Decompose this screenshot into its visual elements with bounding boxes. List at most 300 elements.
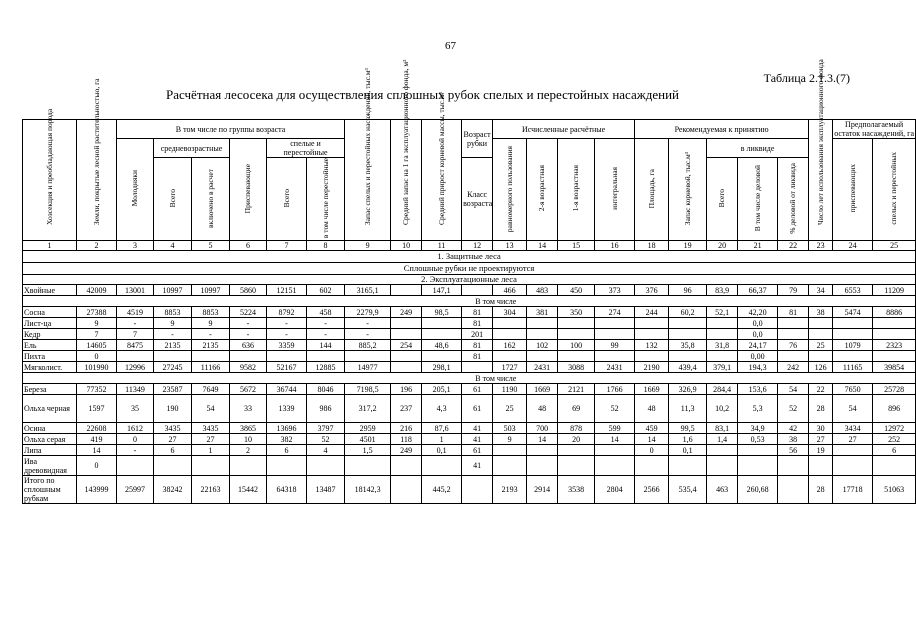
table-cell	[738, 445, 778, 456]
table-cell: 9	[154, 318, 192, 329]
table-cell: 14605	[77, 340, 117, 351]
column-number: 14	[527, 241, 558, 251]
table-cell: 0,1	[422, 445, 462, 456]
table-cell: -	[154, 329, 192, 340]
table-cell: -	[345, 329, 391, 340]
table-cell: 1,5	[345, 445, 391, 456]
table-cell: 81	[462, 351, 493, 362]
table-cell: 1079	[833, 340, 873, 351]
table-cell: 700	[527, 423, 558, 434]
table-cell	[345, 456, 391, 476]
table-cell: 27	[833, 434, 873, 445]
table-cell	[192, 456, 230, 476]
table-cell: 298,1	[422, 362, 462, 373]
table-cell: 99,5	[669, 423, 707, 434]
table-cell: 51063	[873, 476, 916, 504]
table-cell	[809, 318, 833, 329]
table-cell: 118	[391, 434, 422, 445]
table-cell	[707, 329, 738, 340]
table-cell	[558, 318, 595, 329]
table-cell: 38	[778, 434, 809, 445]
table-cell: 14	[77, 445, 117, 456]
table-cell: 5224	[230, 307, 267, 318]
table-cell	[809, 329, 833, 340]
table-cell: 15442	[230, 476, 267, 504]
table-cell: 33	[230, 395, 267, 423]
table-cell: 2431	[527, 362, 558, 373]
table-cell	[778, 351, 809, 362]
column-number: 12	[462, 241, 493, 251]
table-cell: 382	[267, 434, 307, 445]
table-cell	[154, 456, 192, 476]
table-cell: 636	[230, 340, 267, 351]
table-cell: 54	[192, 395, 230, 423]
table-cell: 379,1	[707, 362, 738, 373]
table-cell: 23587	[154, 384, 192, 395]
table-cell: 2804	[595, 476, 635, 504]
table-cell	[527, 351, 558, 362]
table-cell: 5672	[230, 384, 267, 395]
table-cell: 1190	[493, 384, 527, 395]
table-cell	[192, 351, 230, 362]
table-cell	[267, 456, 307, 476]
table-cell: 1612	[117, 423, 154, 434]
table-cell	[493, 456, 527, 476]
table-cell: 54	[778, 384, 809, 395]
table-cell: 0,53	[738, 434, 778, 445]
table-cell: 25728	[873, 384, 916, 395]
column-number: 7	[267, 241, 307, 251]
table-cell: 196	[391, 384, 422, 395]
table-cell: 12996	[117, 362, 154, 373]
table-cell: 27	[154, 434, 192, 445]
table-cell: 237	[391, 395, 422, 423]
table-cell: 52167	[267, 362, 307, 373]
table-cell: 60,2	[669, 307, 707, 318]
header-overmature: в том числе перестойные	[307, 158, 345, 241]
header-integral: интегральная	[595, 139, 635, 241]
table-cell: 0	[117, 434, 154, 445]
table-cell	[307, 456, 345, 476]
table-cell: 2190	[635, 362, 669, 373]
table-row	[23, 476, 916, 504]
table-cell: -	[192, 329, 230, 340]
table-cell: 41	[462, 434, 493, 445]
table-cell	[873, 318, 916, 329]
table-cell	[154, 351, 192, 362]
table-cell: 10997	[192, 285, 230, 296]
row-label: Хвойные	[23, 285, 77, 296]
table-cell	[669, 456, 707, 476]
table-cell	[422, 351, 462, 362]
table-cell: 11165	[833, 362, 873, 373]
table-cell: 3088	[558, 362, 595, 373]
table-cell: 81	[462, 340, 493, 351]
table-cell: 3435	[154, 423, 192, 434]
table-cell: 22608	[77, 423, 117, 434]
row-label: Ель	[23, 340, 77, 351]
table-cell: 1669	[527, 384, 558, 395]
header-liquid-total: Всего	[707, 158, 738, 241]
row-label: Мягколист.	[23, 362, 77, 373]
header-avg-stock: Средний запас на 1 га эксплуатационного фонда, м³	[391, 120, 422, 241]
table-cell: 162	[493, 340, 527, 351]
section-protective: 1. Защитные леса	[23, 251, 916, 263]
table-cell: 304	[493, 307, 527, 318]
column-number: 10	[391, 241, 422, 251]
table-cell: 35,8	[669, 340, 707, 351]
row-label: Сосна	[23, 307, 77, 318]
table-cell: 463	[707, 476, 738, 504]
table-cell	[391, 476, 422, 504]
table-cell	[117, 456, 154, 476]
header-middle-included: включено в расчет	[192, 158, 230, 241]
table-cell: 27	[809, 434, 833, 445]
table-cell: 34,9	[738, 423, 778, 434]
table-cell: 3538	[558, 476, 595, 504]
table-cell	[117, 351, 154, 362]
table-cell	[873, 351, 916, 362]
table-cell	[707, 456, 738, 476]
column-number: 15	[558, 241, 595, 251]
table-cell: 42	[778, 423, 809, 434]
table-cell: 459	[635, 423, 669, 434]
column-number: 1	[23, 241, 77, 251]
table-cell: -	[307, 329, 345, 340]
table-cell: 64318	[267, 476, 307, 504]
header-remain: Предполагаемый остаток насаждений, га	[834, 120, 915, 138]
table-cell	[527, 445, 558, 456]
table-cell	[635, 318, 669, 329]
table-cell: 13001	[117, 285, 154, 296]
table-cell	[707, 318, 738, 329]
table-cell	[527, 318, 558, 329]
table-cell: 99	[595, 340, 635, 351]
table-cell: 466	[493, 285, 527, 296]
section-not-planned: Сплошные рубки не проектируются	[23, 263, 916, 275]
table-cell: 1,6	[669, 434, 707, 445]
table-cell: 419	[77, 434, 117, 445]
table-cell	[307, 351, 345, 362]
table-cell: 11349	[117, 384, 154, 395]
header-age-groups: В том числе по группы возраста	[117, 120, 345, 139]
table-cell: 79	[778, 285, 809, 296]
table-cell	[595, 445, 635, 456]
table-cell: 7	[117, 329, 154, 340]
table-cell: 61	[462, 395, 493, 423]
table-cell: 2431	[595, 362, 635, 373]
table-row	[23, 445, 916, 456]
table-cell	[595, 318, 635, 329]
table-cell: 10,2	[707, 395, 738, 423]
table-cell: 36744	[267, 384, 307, 395]
table-cell: 3359	[267, 340, 307, 351]
table-cell: 376	[635, 285, 669, 296]
table-number: Таблица 2.1.3.(7)	[763, 71, 850, 85]
table-cell: -	[345, 318, 391, 329]
table-cell: 19	[809, 445, 833, 456]
table-row	[23, 351, 916, 362]
table-cell: 4519	[117, 307, 154, 318]
table-cell: 39854	[873, 362, 916, 373]
table-cell: 201	[462, 329, 493, 340]
table-row	[23, 285, 916, 296]
table-cell: 1727	[493, 362, 527, 373]
table-cell	[778, 476, 809, 504]
table-cell	[778, 318, 809, 329]
table-cell: 22163	[192, 476, 230, 504]
table-cell: 100	[558, 340, 595, 351]
table-row	[23, 423, 916, 434]
table-cell: 450	[558, 285, 595, 296]
table-cell: 22	[809, 384, 833, 395]
table-cell	[833, 445, 873, 456]
table-cell: 25	[493, 395, 527, 423]
table-cell	[558, 329, 595, 340]
table-cell	[345, 351, 391, 362]
table-cell: 8853	[192, 307, 230, 318]
table-cell: 8475	[117, 340, 154, 351]
table-cell: 7198,5	[345, 384, 391, 395]
column-number: 16	[595, 241, 635, 251]
table-cell: 535,4	[669, 476, 707, 504]
table-cell: 35	[117, 395, 154, 423]
table-cell: 61	[462, 445, 493, 456]
table-cell: 8046	[307, 384, 345, 395]
table-cell: 83,1	[707, 423, 738, 434]
header-area: Площадь, га	[635, 139, 669, 241]
table-cell: 12151	[267, 285, 307, 296]
header-liquid-business: В том числе деловой	[738, 158, 778, 241]
table-cell: 986	[307, 395, 345, 423]
table-cell: 7	[77, 329, 117, 340]
table-cell	[809, 351, 833, 362]
table-cell: 11209	[873, 285, 916, 296]
table-row	[23, 340, 916, 351]
table-cell: 326,9	[669, 384, 707, 395]
table-cell: 254	[391, 340, 422, 351]
table-cell: 1	[422, 434, 462, 445]
table-cell: 34	[809, 285, 833, 296]
table-cell: 66,37	[738, 285, 778, 296]
table-row	[23, 362, 916, 373]
table-cell: 3797	[307, 423, 345, 434]
table-cell	[462, 476, 493, 504]
header-uniform: равномерного пользования	[493, 139, 527, 241]
table-cell	[391, 351, 422, 362]
table-cell	[595, 351, 635, 362]
table-cell	[230, 351, 267, 362]
table-cell: 11166	[192, 362, 230, 373]
table-cell	[873, 329, 916, 340]
table-cell: 54	[833, 395, 873, 423]
table-cell: 7649	[192, 384, 230, 395]
table-cell: 56	[778, 445, 809, 456]
table-cell: 205,1	[422, 384, 462, 395]
incl-label: В том числе	[77, 296, 916, 307]
table-cell: 194,3	[738, 362, 778, 373]
row-label: Ольха черная	[23, 395, 77, 423]
column-number: 2	[77, 241, 117, 251]
table-cell	[422, 456, 462, 476]
table-cell: 5,3	[738, 395, 778, 423]
table-cell	[738, 456, 778, 476]
table-cell: 9	[192, 318, 230, 329]
table-cell: 13696	[267, 423, 307, 434]
table-cell: 0,0	[738, 329, 778, 340]
table-cell: 4	[307, 445, 345, 456]
table-cell: 132	[635, 340, 669, 351]
table-cell: 42,20	[738, 307, 778, 318]
header-root-stock: Запас корневой, тыс.м³	[669, 139, 707, 241]
table-cell: 2566	[635, 476, 669, 504]
table-cell	[422, 329, 462, 340]
table-cell: 61	[462, 384, 493, 395]
table-cell: 503	[493, 423, 527, 434]
column-number: 19	[669, 241, 707, 251]
table-cell: 14	[635, 434, 669, 445]
row-label: Ива древовидная	[23, 456, 77, 476]
table-cell: 1766	[595, 384, 635, 395]
table-cell	[558, 351, 595, 362]
table-row	[23, 307, 916, 318]
table-cell	[493, 351, 527, 362]
row-label: Ольха серая	[23, 434, 77, 445]
table-cell: 350	[558, 307, 595, 318]
row-label: Лист-ца	[23, 318, 77, 329]
table-cell	[778, 329, 809, 340]
table-cell: 25997	[117, 476, 154, 504]
column-number: 9	[345, 241, 391, 251]
table-cell: 81	[778, 307, 809, 318]
table-cell: 9582	[230, 362, 267, 373]
table-cell: 81	[462, 318, 493, 329]
table-cell: 101990	[77, 362, 117, 373]
header-second-age: 2-я возрастная	[527, 139, 558, 241]
table-cell: 28	[809, 395, 833, 423]
table-cell: 52	[778, 395, 809, 423]
table-cell: 6	[154, 445, 192, 456]
table-cell: 52,1	[707, 307, 738, 318]
table-cell: 885,2	[345, 340, 391, 351]
column-number: 25	[873, 241, 916, 251]
table-cell	[391, 329, 422, 340]
table-cell	[635, 456, 669, 476]
table-title: Расчётная лесосека для осуществления сплошных рубок спелых и перестойных насаждений	[166, 87, 679, 102]
table-cell: 2914	[527, 476, 558, 504]
table-cell: 76	[778, 340, 809, 351]
table-cell: -	[117, 318, 154, 329]
table-cell	[391, 318, 422, 329]
table-cell: 373	[595, 285, 635, 296]
table-cell: 8886	[873, 307, 916, 318]
table-cell: 143999	[77, 476, 117, 504]
table-row	[23, 434, 916, 445]
table-cell: 0,0	[738, 318, 778, 329]
header-calculated: Исчисленные расчётные	[493, 120, 635, 139]
header-middle-age: средневозрастные	[154, 139, 230, 158]
column-number: 20	[707, 241, 738, 251]
table-cell: 48,6	[422, 340, 462, 351]
table-cell: 249	[391, 445, 422, 456]
table-cell	[778, 456, 809, 476]
table-cell: 9	[77, 318, 117, 329]
column-number: 4	[154, 241, 192, 251]
header-breed: Хозсекция и преобладающая порода	[23, 120, 77, 241]
table-cell: 2	[230, 445, 267, 456]
table-cell: -	[230, 329, 267, 340]
table-cell: 77352	[77, 384, 117, 395]
table-cell: 2959	[345, 423, 391, 434]
table-cell: 3165,1	[345, 285, 391, 296]
table-cell: 249	[391, 307, 422, 318]
table-cell: 7650	[833, 384, 873, 395]
header-recommended: Рекомендуемая к принятию	[635, 120, 809, 139]
table-cell: 1669	[635, 384, 669, 395]
table-cell: 0	[635, 445, 669, 456]
table-cell: 6	[267, 445, 307, 456]
column-number: 8	[307, 241, 345, 251]
table-cell: 31,8	[707, 340, 738, 351]
column-number: 23	[809, 241, 833, 251]
header-mature-total: Всего	[267, 158, 307, 241]
table-cell: 8853	[154, 307, 192, 318]
table-cell	[230, 456, 267, 476]
table-cell: 2279,9	[345, 307, 391, 318]
header-premature-remain: приспевающих	[833, 139, 873, 241]
row-label: Липа	[23, 445, 77, 456]
row-label: Пихта	[23, 351, 77, 362]
table-cell	[833, 329, 873, 340]
table-cell	[493, 445, 527, 456]
row-label: Кедр	[23, 329, 77, 340]
table-cell	[635, 329, 669, 340]
table-cell: 2193	[493, 476, 527, 504]
table-row	[23, 395, 916, 423]
table-cell: 10997	[154, 285, 192, 296]
table-cell: 6	[873, 445, 916, 456]
table-cell: 483	[527, 285, 558, 296]
table-cell: 27	[192, 434, 230, 445]
table-cell	[527, 329, 558, 340]
table-cell: 3435	[192, 423, 230, 434]
table-cell: 2323	[873, 340, 916, 351]
table-cell: 52	[307, 434, 345, 445]
table-cell	[635, 351, 669, 362]
table-cell	[462, 362, 493, 373]
table-cell: 458	[307, 307, 345, 318]
table-cell	[833, 318, 873, 329]
table-cell: 48	[527, 395, 558, 423]
table-cell: 24,17	[738, 340, 778, 351]
table-cell: 1339	[267, 395, 307, 423]
table-cell	[707, 445, 738, 456]
table-cell: 1597	[77, 395, 117, 423]
table-cell: 5860	[230, 285, 267, 296]
table-cell	[669, 318, 707, 329]
table-cell: -	[267, 318, 307, 329]
column-number: 11	[422, 241, 462, 251]
table-cell: 14	[595, 434, 635, 445]
column-numbers-row	[23, 241, 916, 251]
header-middle-total: Всего	[154, 158, 192, 241]
table-cell	[707, 351, 738, 362]
table-cell: 1	[192, 445, 230, 456]
table-cell: 599	[595, 423, 635, 434]
table-cell	[833, 351, 873, 362]
table-cell: 81	[462, 307, 493, 318]
table-cell: 52	[595, 395, 635, 423]
